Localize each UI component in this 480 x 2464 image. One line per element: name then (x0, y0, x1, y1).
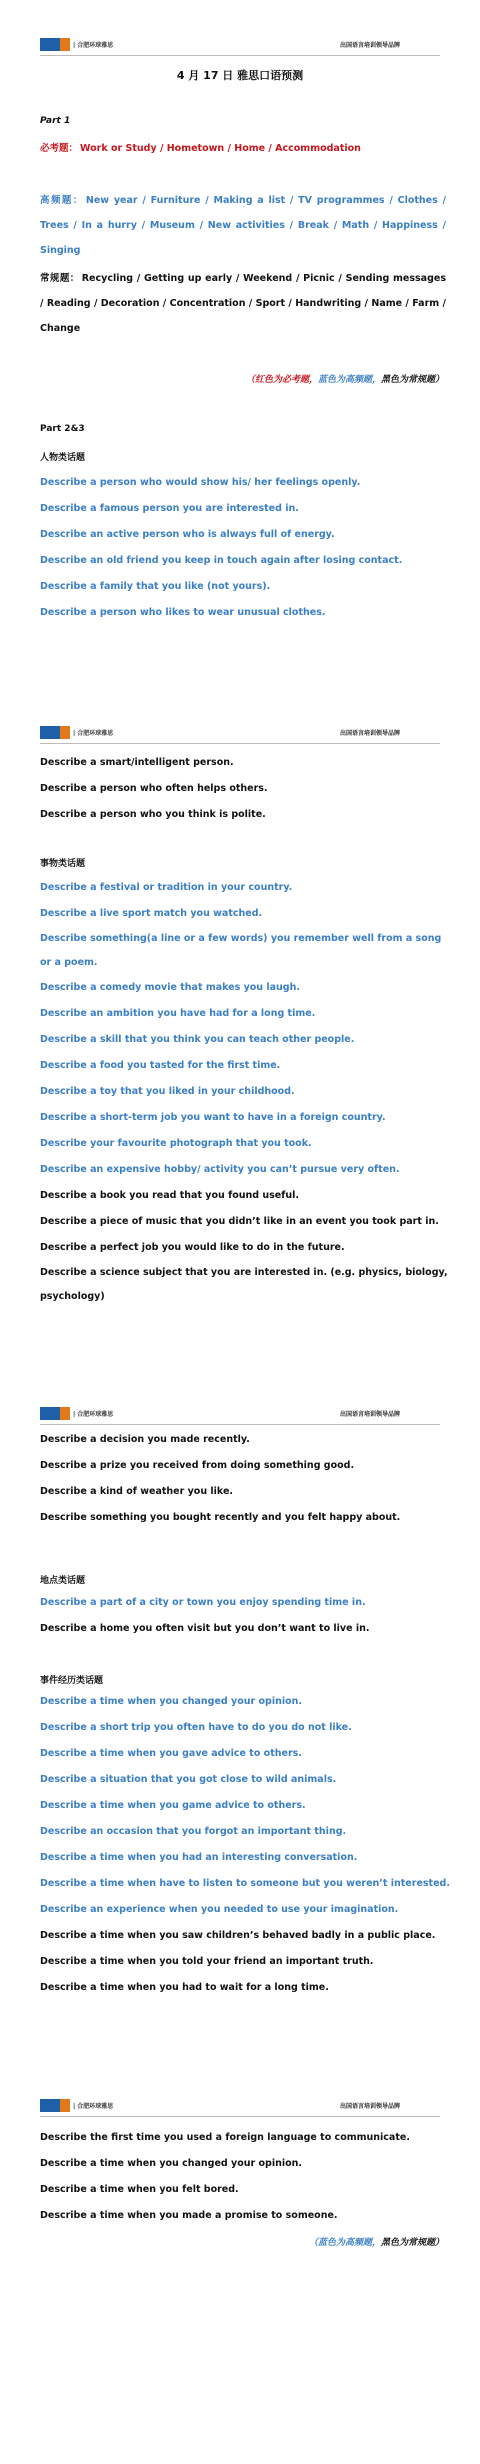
list-item: Describe an old friend you keep in touch again after losing contact. (40, 555, 403, 566)
people-list-b (40, 750, 450, 828)
list-item: Describe a part of a city or town you enjoy spending time in. (40, 1597, 366, 1608)
list-item: Describe a skill that you think you can teach other people. (40, 1034, 355, 1045)
frequent-label: 高频题： (40, 195, 84, 206)
brand-logo (40, 38, 113, 51)
things-list-a (40, 875, 450, 1309)
list-item: Describe your favourite photograph that you took. (40, 1138, 312, 1149)
logo-icon (40, 726, 70, 739)
list-item: Describe a prize you received from doing something good. (40, 1460, 355, 1471)
regular-topic-list: Recycling / Getting up early / Weekend / Picnic / Sending messages / Reading / Decoration / Concentration / Sport / Handwriting / Name / Farm / Change (40, 273, 446, 334)
list-item: Describe a short-term job you want to have in a foreign country. (40, 1112, 386, 1123)
list-item: Describe a kind of weather you like. (40, 1486, 234, 1497)
list-item: Describe a time when you made a promise to someone. (40, 2210, 338, 2221)
legend-black: 黑色为常规题） (380, 375, 444, 385)
header-divider (40, 2116, 440, 2117)
list-item: Describe a toy that you liked in your childhood. (40, 1086, 295, 1097)
list-item: Describe a time when you changed your opinion. (40, 2158, 303, 2169)
header-slogan: 出国语言培训领导品牌 (339, 730, 400, 737)
page-1 (0, 0, 480, 700)
page-header (40, 2099, 440, 2121)
page-header (40, 726, 440, 748)
page-title: 4 月 17 日 雅思口语预测 (176, 69, 304, 82)
list-item: Describe a time when you had an interesting conversation. (40, 1852, 358, 1863)
list-item: Describe something you bought recently and you felt happy about. (40, 1512, 401, 1523)
header-divider (40, 55, 440, 56)
list-item: Describe an expensive hobby/ activity you can’t pursue very often. (40, 1164, 400, 1175)
list-item: Describe a short trip you often have to do you do not like. (40, 1722, 352, 1733)
legend-red: （红色为必考题， (245, 375, 318, 385)
logo-text: | 合肥环球雅思 (73, 1411, 114, 1418)
list-item: Describe a comedy movie that makes you laugh. (40, 982, 300, 993)
page-header (40, 38, 440, 60)
list-item: Describe a time when you changed your opinion. (40, 1696, 303, 1707)
page-4 (0, 2085, 480, 2464)
required-label: 必考题： (40, 143, 79, 154)
list-item: Describe the first time you used a foreign language to communicate. (40, 2132, 410, 2143)
brand-logo (40, 726, 113, 739)
people-heading: 人物类话题 (40, 453, 86, 463)
list-item: Describe a famous person you are interested in. (40, 503, 299, 514)
list-item: Describe a time when you gave advice to others. (40, 1748, 302, 1759)
list-item: Describe an ambition you have had for a long time. (40, 1008, 316, 1019)
regular-label: 常规题： (40, 273, 80, 284)
logo-icon (40, 1407, 70, 1420)
required-topic-list: Work or Study / Hometown / Home / Accommodation (80, 143, 361, 154)
page-3 (0, 1395, 480, 2015)
list-item: Describe a smart/intelligent person. (40, 757, 234, 768)
logo-text: | 合肥环球雅思 (73, 42, 114, 49)
events-list-b (40, 2125, 450, 2229)
list-item: Describe a science subject that you are interested in. (e.g. physics, biology, psychology) (40, 1267, 448, 1302)
things-heading: 事物类话题 (40, 859, 86, 869)
page-header (40, 1407, 440, 1429)
list-item: Describe a home you often visit but you don’t want to live in. (40, 1623, 370, 1634)
legend-blue: （蓝色为高频题， (308, 2238, 381, 2248)
list-item: Describe a festival or tradition in your country. (40, 882, 293, 893)
people-list-a (40, 470, 450, 626)
list-item: Describe a piece of music that you didn’t like in an event you took part in. (40, 1216, 439, 1227)
logo-icon (40, 2099, 70, 2112)
regular-topics (40, 266, 446, 341)
list-item: Describe an active person who is always full of energy. (40, 529, 335, 540)
header-slogan: 出国语言培训领导品牌 (339, 1411, 400, 1418)
header-slogan: 出国语言培训领导品牌 (339, 42, 400, 49)
legend-black: 黑色为常规题） (380, 2238, 444, 2248)
list-item: Describe a decision you made recently. (40, 1434, 250, 1445)
header-divider (40, 1424, 440, 1425)
list-item: Describe something(a line or a few words) you remember well from a song or a poem. (40, 933, 442, 968)
color-legend (246, 372, 444, 385)
frequent-topic-list: New year / Furniture / Making a list / TV programmes / Clothes / Trees / In a hurry / Museum / New activities / Break / Math / Happiness / Singing (40, 195, 446, 256)
header-divider (40, 743, 440, 744)
list-item: Describe a food you tasted for the first time. (40, 1060, 281, 1071)
events-list-a (40, 1689, 450, 2001)
list-item: Describe a live sport match you watched. (40, 908, 263, 919)
places-list (40, 1590, 450, 1642)
legend-blue: 蓝色为高频题， (317, 375, 381, 385)
list-item: Describe a situation that you got close to wild animals. (40, 1774, 337, 1785)
color-legend-2 (309, 2235, 444, 2248)
part23-heading: Part 2&3 (40, 424, 85, 434)
list-item: Describe a time when you felt bored. (40, 2184, 239, 2195)
page-2 (0, 720, 480, 1370)
list-item: Describe a time when have to listen to someone but you weren’t interested. (40, 1878, 450, 1889)
frequent-topics (40, 188, 446, 263)
list-item: Describe a person who likes to wear unusual clothes. (40, 607, 326, 618)
list-item: Describe a perfect job you would like to do in the future. (40, 1242, 345, 1253)
list-item: Describe an experience when you needed to use your imagination. (40, 1904, 399, 1915)
list-item: Describe an occasion that you forgot an important thing. (40, 1826, 347, 1837)
logo-icon (40, 38, 70, 51)
list-item: Describe a person who would show his/ her feelings openly. (40, 477, 361, 488)
list-item: Describe a person who you think is polite. (40, 809, 266, 820)
required-topics (40, 136, 446, 161)
list-item: Describe a time when you saw children’s behaved badly in a public place. (40, 1930, 436, 1941)
brand-logo (40, 2099, 113, 2112)
header-slogan: 出国语言培训领导品牌 (339, 2103, 400, 2110)
list-item: Describe a time when you game advice to others. (40, 1800, 306, 1811)
part1-heading: Part 1 (40, 116, 71, 126)
events-heading: 事件经历类话题 (40, 1676, 104, 1686)
places-heading: 地点类话题 (40, 1576, 86, 1586)
list-item: Describe a family that you like (not yours). (40, 581, 271, 592)
brand-logo (40, 1407, 113, 1420)
logo-text: | 合肥环球雅思 (73, 2103, 114, 2110)
things-list-b (40, 1427, 450, 1531)
list-item: Describe a book you read that you found useful. (40, 1190, 300, 1201)
logo-text: | 合肥环球雅思 (73, 730, 114, 737)
list-item: Describe a person who often helps others. (40, 783, 268, 794)
list-item: Describe a time when you had to wait for a long time. (40, 1982, 329, 1993)
list-item: Describe a time when you told your friend an important truth. (40, 1956, 374, 1967)
